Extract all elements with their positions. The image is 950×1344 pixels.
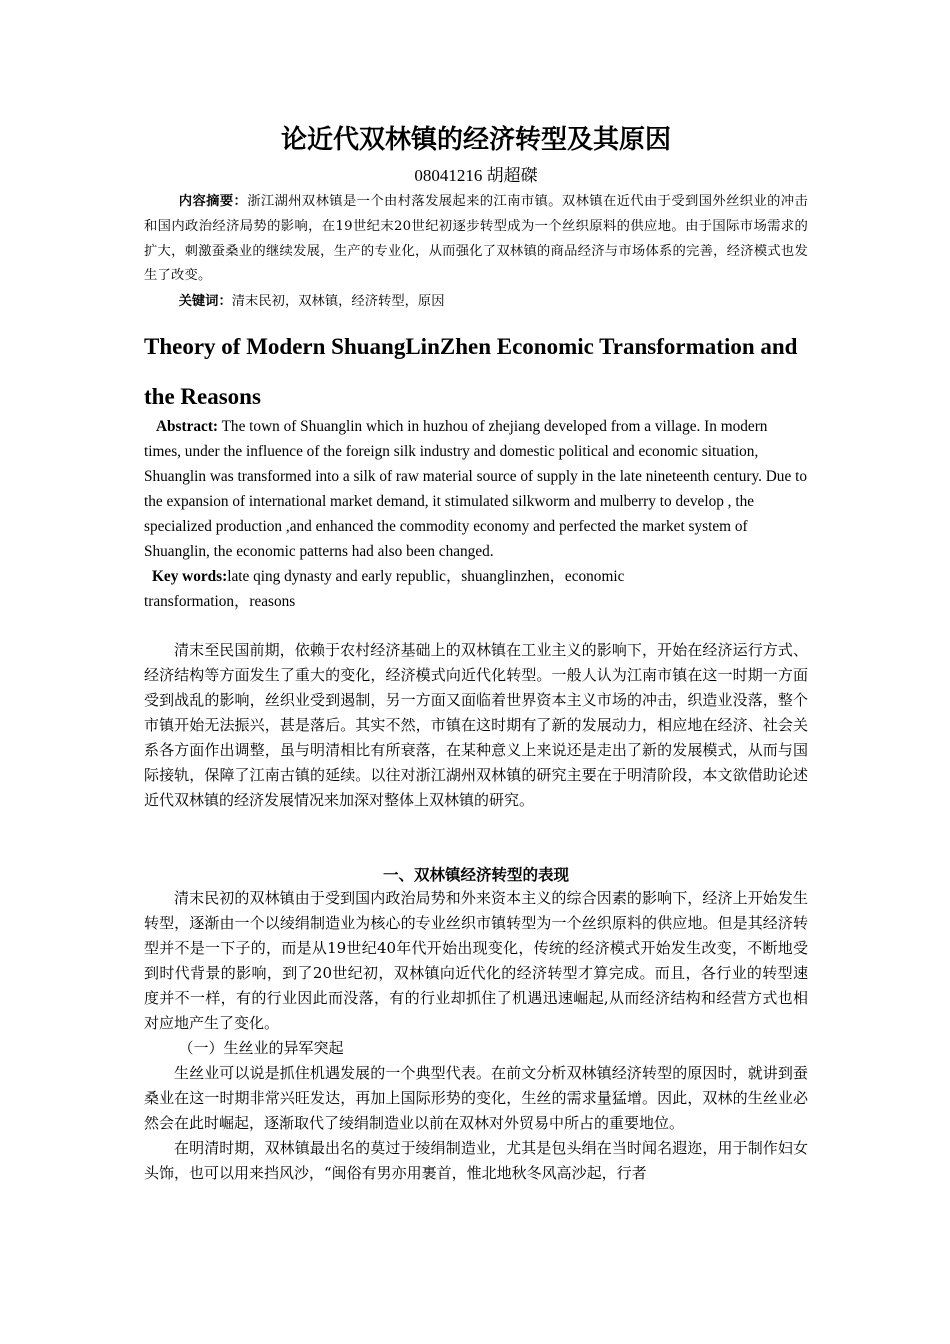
section-paragraph-1: 清末民初的双林镇由于受到国内政治局势和外来资本主义的综合因素的影响下，经济上开始发生转型，逐渐由一个以绫绢制造业为核心的专业丝织市镇转型为一个丝织原料的供应地。但是其经济转型并不是一下子的，而是从19世纪40年代开始出现变化，传统的经济模式开始发生改变，不断地受到时代背景的影响，到了20世纪初，双林镇向近代化的经济转型才算完成。而且，各行业的转型速度并不一样，有的行业因此而没落，有的行业却抓住了机遇迅速崛起,从而经济结构和经营方式也相对应地产生了变化。 xyxy=(144,889,808,1032)
section-body xyxy=(144,886,808,1186)
author-line: 08041216 胡超磔 xyxy=(414,166,538,185)
chinese-abstract-text: 浙江湖州双林镇是一个由村落发展起来的江南市镇。双林镇在近代由于受到国外丝织业的冲击和国内政治经济局势的影响，在19世纪末20世纪初逐步转型成为一个丝织原料的供应地。由于国际市场需求的扩大，刺激蚕桑业的继续发展，生产的专业化，从而强化了双林镇的商品经济与市场体系的完善，经济模式也发生了改变。 xyxy=(144,194,809,284)
subsection-heading: （一）生丝业的异军突起 xyxy=(178,1039,344,1057)
english-keywords-text: late qing dynasty and early republic，shuanglinzhen，economic transformation，reasons xyxy=(144,568,625,610)
english-title: Theory of Modern ShuangLinZhen Economic Transformation and the Reasons xyxy=(144,334,798,409)
english-abstract-text: The town of Shuanglin which in huzhou of zhejiang developed from a village. In modern times, under the influence of the foreign silk industry and domestic political and economic situation, Shuanglin was transformed into a silk of raw material source of supply in the late nineteenth century. Due to the expansion of international market demand, it stimulated silkworm and mulberry to develop , the specialized production ,and enhanced the commodity economy and perfected the market system of Shuanglin, the economic patterns had also been changed. xyxy=(144,418,807,560)
section-paragraph-3: 在明清时期，双林镇最出名的莫过于绫绢制造业，尤其是包头绢在当时闻名遐迩，用于制作妇女头饰，也可以用来挡风沙，“闽俗有男亦用裹首，惟北地秋冬风高沙起，行者 xyxy=(144,1139,808,1182)
chinese-abstract-label: 内容摘要： xyxy=(178,194,248,209)
english-keywords xyxy=(144,564,684,614)
english-abstract xyxy=(144,414,808,564)
introduction xyxy=(144,638,808,813)
section-paragraph-2: 生丝业可以说是抓住机遇发展的一个典型代表。在前文分析双林镇经济转型的原因时，就讲到蚕桑业在这一时期非常兴旺发达，再加上国际形势的变化，生丝的需求量猛增。因此，双林的生丝业必然会在此时崛起，逐渐取代了绫绢制造业以前在双林对外贸易中所占的重要地位。 xyxy=(144,1064,808,1132)
chinese-keywords-text: 清末民初，双林镇，经济转型，原因 xyxy=(231,294,445,309)
paper-title: 论近代双林镇的经济转型及其原因 xyxy=(280,125,671,155)
intro-paragraph: 清末至民国前期，依赖于农村经济基础上的双林镇在工业主义的影响下，开始在经济运行方式、经济结构等方面发生了重大的变化，经济模式向近代化转型。一般人认为江南市镇在这一时期一方面受到战乱的影响，丝织业受到遏制，另一方面又面临着世界资本主义市场的冲击，织造业没落，整个市镇开始无法振兴，甚是落后。其实不然，市镇在这时期有了新的发展动力，相应地在经济、社会关系各方面作出调整，虽与明清相比有所衰落，在某种意义上来说还是走出了新的发展模式，从而与国际接轨，保障了江南古镇的延续。以往对浙江湖州双林镇的研究主要在于明清阶段，本文欲借助论述近代双林镇的经济发展情况来加深对整体上双林镇的研究。 xyxy=(144,641,808,809)
chinese-keywords-label: 关键词： xyxy=(178,294,232,309)
chinese-abstract xyxy=(144,190,808,289)
chinese-keywords xyxy=(144,290,808,314)
section-heading: 一、双林镇经济转型的表现 xyxy=(382,865,569,884)
english-keywords-label: Key words: xyxy=(152,568,228,585)
english-abstract-label: Abstract: xyxy=(156,418,219,435)
